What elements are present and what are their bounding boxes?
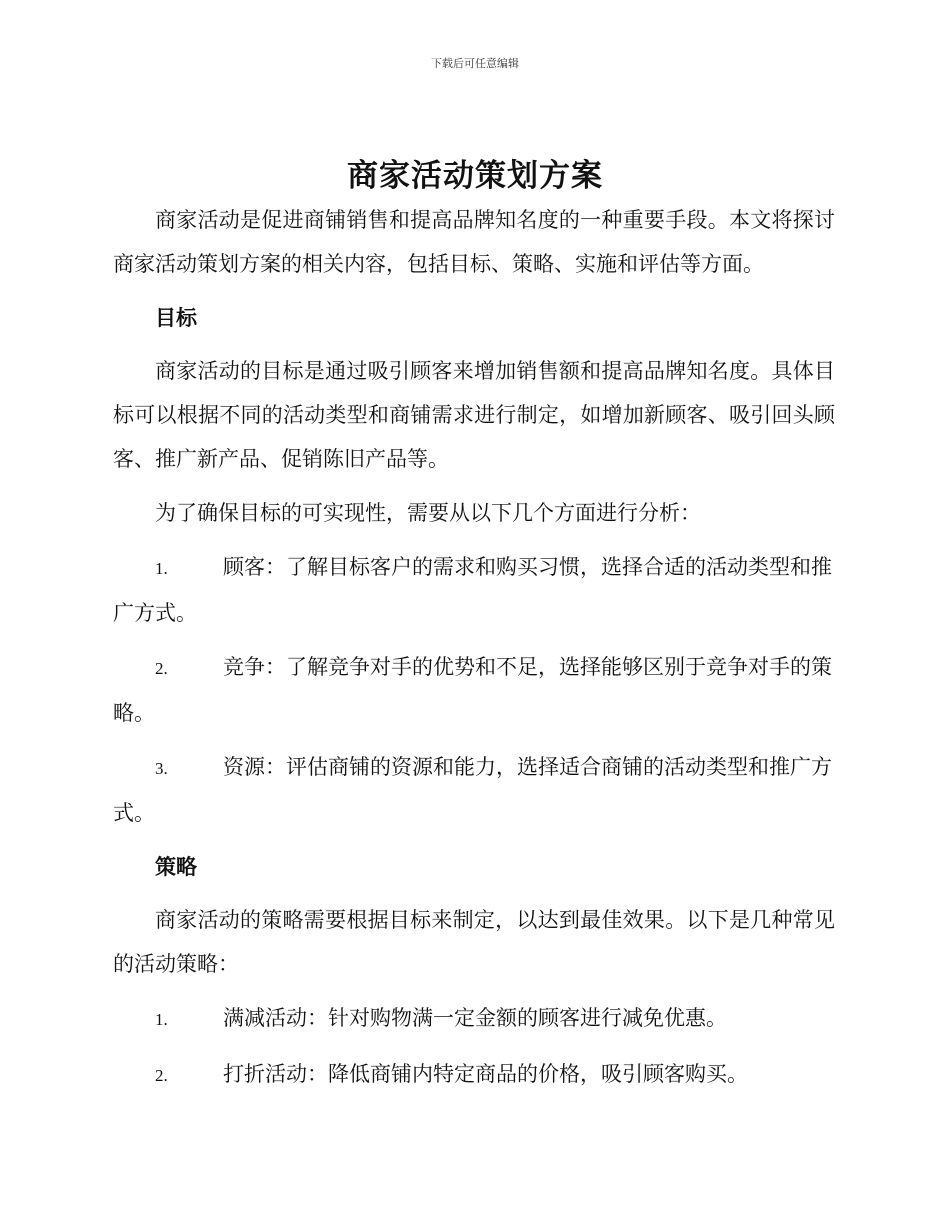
strategy-heading: 策略 [155, 855, 197, 879]
list-number: 1. [155, 559, 168, 578]
header-note: 下载后可任意编辑 [431, 57, 519, 70]
strategy-paragraph: 商家活动的策略需要根据目标来制定，以达到最佳效果。以下是几种常见的活动策略： [113, 908, 835, 976]
list-number: 1. [155, 1010, 168, 1029]
goal-heading: 目标 [155, 306, 197, 330]
list-number: 3. [155, 759, 168, 778]
list-item [113, 1052, 835, 1098]
list-text: 资源：评估商铺的资源和能力，选择适合商铺的活动类型和推广方式。 [113, 755, 832, 825]
document-title: 商家活动策划方案 [347, 158, 603, 194]
list-text: 满减活动：针对购物满一定金额的顾客进行减免优惠。 [223, 1006, 727, 1030]
document-body [113, 198, 835, 1108]
list-text: 顾客：了解目标客户的需求和购买习惯，选择合适的活动类型和推广方式。 [113, 555, 832, 625]
list-item [113, 545, 835, 635]
list-item [113, 745, 835, 835]
list-number: 2. [155, 659, 168, 678]
intro-paragraph: 商家活动是促进商铺销售和提高品牌知名度的一种重要手段。本文将探讨商家活动策划方案的相关内容，包括目标、策略、实施和评估等方面。 [113, 208, 835, 276]
list-item [113, 996, 835, 1042]
list-item [113, 645, 835, 735]
list-text: 竞争：了解竞争对手的优势和不足，选择能够区别于竞争对手的策略。 [113, 655, 832, 725]
list-number: 2. [155, 1066, 168, 1085]
analysis-intro-paragraph: 为了确保目标的可实现性，需要从以下几个方面进行分析： [155, 501, 701, 525]
list-text: 打折活动：降低商铺内特定商品的价格，吸引顾客购买。 [223, 1062, 748, 1086]
goal-paragraph: 商家活动的目标是通过吸引顾客来增加销售额和提高品牌知名度。具体目标可以根据不同的活动类型和商铺需求进行制定，如增加新顾客、吸引回头顾客、推广新产品、促销陈旧产品等。 [113, 359, 835, 471]
